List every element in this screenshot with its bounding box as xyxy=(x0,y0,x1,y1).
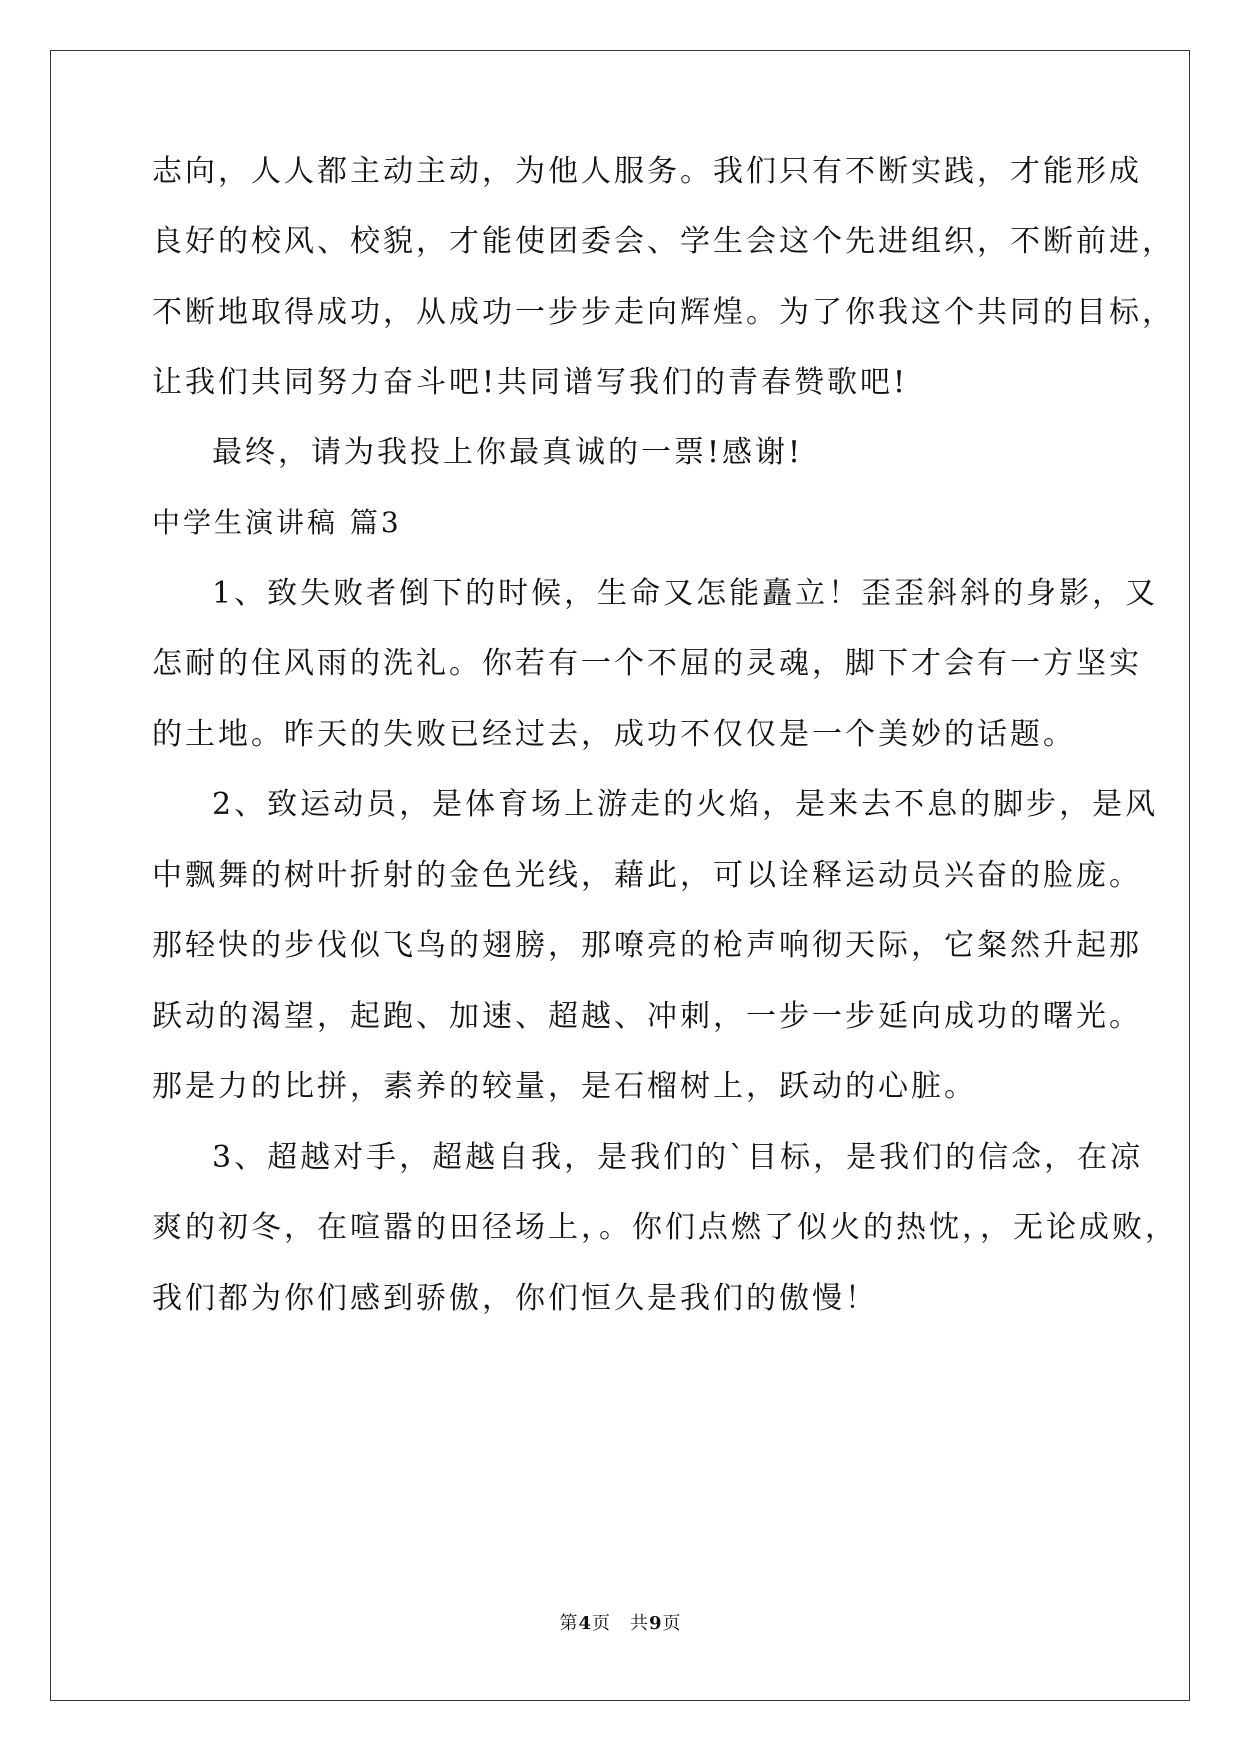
text-line: 中飘舞的树叶折射的金色光线，藉此，可以诠释运动员兴奋的脸庞。 xyxy=(152,858,1142,893)
total-page-number: 9 xyxy=(649,1613,663,1634)
text-line: 3、超越对手，超越自我，是我们的`目标，是我们的信念，在凉 xyxy=(212,1140,1144,1175)
text-line: 那是力的比拼，素养的较量，是石榴树上，跃动的心脏。 xyxy=(152,1069,977,1104)
text-line: 2、致运动员，是体育场上游走的火焰，是来去不息的脚步，是风 xyxy=(212,787,1159,822)
page-suffix: 页 xyxy=(662,1613,682,1634)
text-line: 我们都为你们感到骄傲，你们恒久是我们的傲慢！ xyxy=(152,1281,878,1316)
page-number-footer xyxy=(0,1612,1241,1636)
page-prefix: 第 xyxy=(559,1613,579,1634)
text-line: 的土地。昨天的失败已经过去，成功不仅仅是一个美妙的话题。 xyxy=(152,717,1076,752)
current-page-number: 4 xyxy=(578,1613,592,1634)
text-line: 爽的初冬，在喧嚣的田径场上，。你们点燃了似火的热忱，，无论成败， xyxy=(152,1210,1178,1245)
text-line: 跃动的渴望，起跑、加速、超越、冲刺，一步一步延向成功的曙光。 xyxy=(152,999,1142,1034)
text-line: 1、致失败者倒下的时候，生命又怎能矗立！歪歪斜斜的身影，又 xyxy=(212,576,1159,611)
text-line: 志向，人人都主动主动，为他人服务。我们只有不断实践，才能形成 xyxy=(152,154,1142,189)
text-line: 让我们共同努力奋斗吧!共同谱写我们的青春赞歌吧! xyxy=(152,365,909,400)
text-line: 怎耐的住风雨的洗礼。你若有一个不屈的灵魂，脚下才会有一方坚实 xyxy=(152,646,1142,681)
text-line: 那轻快的步伐似飞鸟的翅膀，那嘹亮的枪声响彻天际，它粲然升起那 xyxy=(152,928,1142,963)
text-line: 良好的校风、校貌，才能使团委会、学生会这个先进组织，不断前进， xyxy=(152,224,1175,259)
section-heading: 中学生演讲稿 篇3 xyxy=(152,506,402,539)
text-line: 不断地取得成功，从成功一步步走向辉煌。为了你我这个共同的目标， xyxy=(152,295,1175,330)
text-line: 最终，请为我投上你最真诚的一票!感谢! xyxy=(212,435,804,470)
page-mid: 页 共 xyxy=(592,1613,649,1634)
